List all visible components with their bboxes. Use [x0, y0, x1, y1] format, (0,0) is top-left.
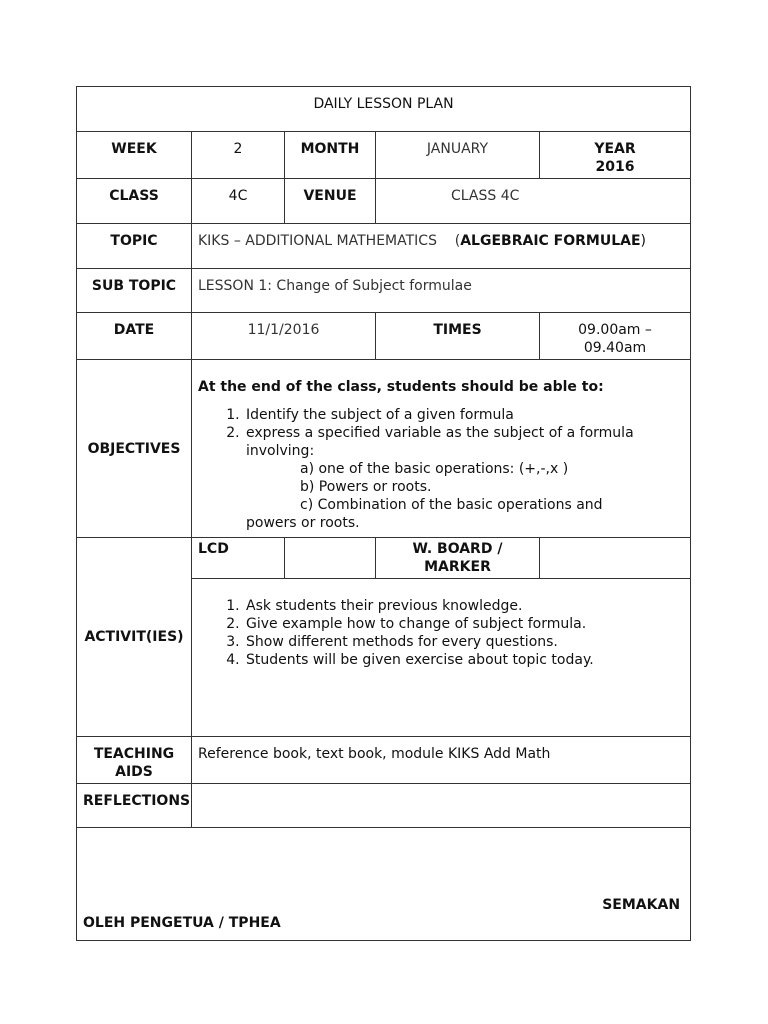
- list-item: 2. Give example how to change of subject formula.: [244, 615, 684, 633]
- topic-close: ): [640, 233, 647, 249]
- teaching-aids-value: Reference book, text book, module KIKS Add Math: [192, 737, 691, 784]
- objective-subitem: a) one of the basic operations: (+,-,x ): [300, 461, 569, 477]
- objective-subitem: c) Combination of the basic operations and: [300, 497, 603, 513]
- venue-label: VENUE: [285, 179, 376, 224]
- topic-bold: ALGEBRAIC FORMULAE: [460, 233, 641, 249]
- topic-label: TOPIC: [77, 224, 192, 269]
- teaching-aids-label: TEACHING AIDS: [77, 737, 192, 784]
- class-value: 4C: [192, 179, 285, 224]
- times-label: TIMES: [376, 313, 540, 360]
- list-item: [244, 424, 684, 532]
- week-label: WEEK: [77, 132, 192, 179]
- list-item: 1. Identify the subject of a given formula: [244, 406, 684, 424]
- objectives-list: [198, 406, 684, 532]
- objective-tail: powers or roots.: [246, 515, 360, 531]
- topic-value: [192, 224, 691, 269]
- activities-label: ACTIVIT(IES): [77, 538, 192, 737]
- lesson-plan-table: [76, 86, 691, 941]
- board-label: W. BOARD / MARKER: [376, 538, 540, 579]
- lcd-check: [285, 538, 376, 579]
- activities-list: [198, 597, 684, 669]
- class-label: CLASS: [77, 179, 192, 224]
- month-label: MONTH: [285, 132, 376, 179]
- objectives-label: OBJECTIVES: [77, 360, 192, 538]
- activities-cell: [192, 579, 691, 737]
- subtopic-value: LESSON 1: Change of Subject formulae: [192, 269, 691, 313]
- venue-value: CLASS 4C: [376, 179, 691, 224]
- reflections-value: [192, 784, 691, 828]
- times-value: 09.00am – 09.40am: [540, 313, 691, 360]
- month-value: JANUARY: [376, 132, 540, 179]
- subtopic-label: SUB TOPIC: [77, 269, 192, 313]
- objective-text: express a specified variable as the subject of a formula involving:: [246, 425, 634, 459]
- date-value: 11/1/2016: [192, 313, 376, 360]
- reflections-label: REFLECTIONS: [77, 784, 192, 828]
- topic-text: KIKS – ADDITIONAL MATHEMATICS (: [198, 233, 461, 249]
- page-title: DAILY LESSON PLAN: [77, 87, 691, 132]
- semakan-label: SEMAKAN: [602, 897, 681, 913]
- list-item: 3. Show different methods for every questions.: [244, 633, 684, 651]
- lcd-label: LCD: [192, 538, 285, 579]
- oleh-label: OLEH PENGETUA / TPHEA: [83, 915, 281, 931]
- objectives-intro: At the end of the class, students should be able to:: [198, 379, 604, 395]
- objective-subitem: b) Powers or roots.: [300, 479, 432, 495]
- list-item: 1. Ask students their previous knowledge.: [244, 597, 684, 615]
- year-cell: [540, 132, 691, 179]
- objectives-cell: [192, 360, 691, 538]
- year-value: 2016: [595, 159, 635, 175]
- list-item: 4. Students will be given exercise about topic today.: [244, 651, 684, 669]
- year-label: YEAR: [594, 141, 636, 157]
- date-label: DATE: [77, 313, 192, 360]
- week-value: 2: [192, 132, 285, 179]
- signature-cell: [77, 828, 691, 941]
- board-check: [540, 538, 691, 579]
